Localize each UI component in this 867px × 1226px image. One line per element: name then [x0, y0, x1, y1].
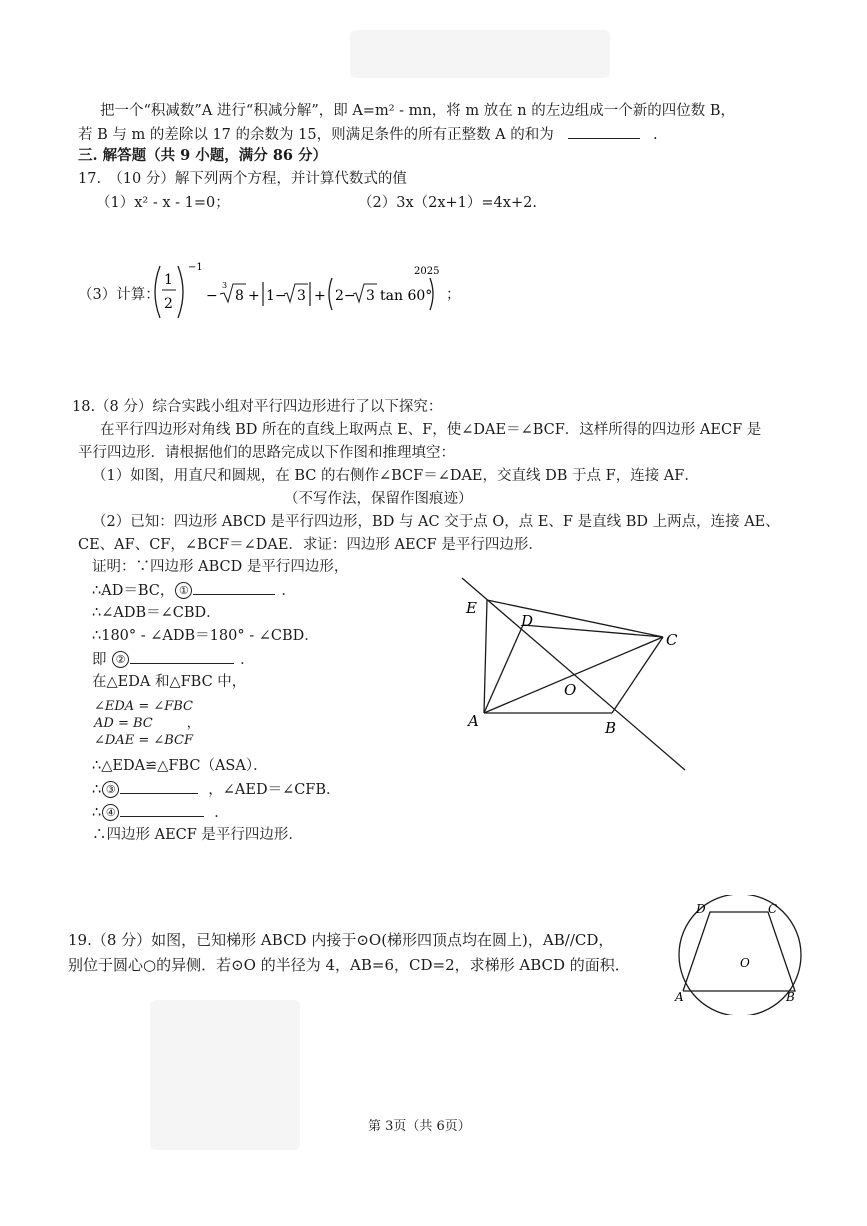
circled-2: ② [112, 651, 129, 668]
svg-text:+: + [248, 288, 260, 304]
proof-line-3: ∴180° - ∠ADB＝180° - ∠CBD． [92, 628, 319, 644]
label-e: E [466, 599, 477, 617]
scan-smudge [150, 1000, 300, 1150]
svg-text:+: + [314, 288, 326, 304]
proof-text: 即 [92, 652, 107, 668]
exponent-neg-one: −1 [188, 262, 203, 273]
proof-line-12 [92, 802, 229, 823]
circled-1: ① [175, 582, 192, 599]
prev-problem-line-2 [78, 124, 658, 145]
answer-blank[interactable] [568, 124, 640, 139]
cube-root-index: 3 [222, 281, 228, 290]
q18-part2-b: CE、AF、CF，∠BCF＝∠DAE．求证：四边形 AECF 是平行四边形． [78, 537, 543, 553]
q19-line-1: 19.（8 分）如图，已知梯形 ABCD 内接于⊙O(梯形四顶点均在圆上)，AB//CD， [68, 931, 614, 949]
proof-blank-3[interactable] [120, 779, 198, 794]
label-a: A [468, 712, 479, 730]
period: ． [214, 805, 229, 821]
proof-blank-1[interactable] [193, 580, 275, 595]
label-o: O [740, 956, 750, 970]
exponent-2025: 2025 [414, 266, 440, 277]
cube-root-radicand: 8 [235, 288, 244, 304]
proof-line-9: ∴△EDA≌△FBC（ASA）． [92, 758, 268, 774]
label-d: D [696, 902, 706, 916]
q17-header: 17. （10 分）解下列两个方程，并计算代数式的值 [78, 171, 407, 187]
proof-blank-2[interactable] [130, 649, 234, 664]
period: ． [281, 583, 296, 599]
comma: ， [186, 716, 200, 731]
proof-line-13: ∴四边形 AECF 是平行四边形． [92, 827, 303, 843]
label-o: O [564, 681, 577, 699]
proof-line-4 [92, 649, 255, 670]
label-b: B [786, 990, 795, 1004]
q17-part2: （2）3x（2x+1）=4x+2. [358, 195, 537, 211]
label-a: A [675, 990, 684, 1004]
q18-part1-note: （不写作法，保留作图痕迹） [284, 491, 473, 507]
svg-text:−: − [206, 288, 218, 304]
trapezoid-circle-figure [670, 895, 810, 1015]
sqrt-radicand: 3 [297, 288, 306, 304]
section-title: 三. 解答题（共 9 小题，满分 86 分） [78, 147, 328, 164]
label-c: C [666, 631, 678, 649]
prev-problem-text: 若 B 与 m 的差除以 17 的余数为 15，则满足条件的所有正整数 A 的和为 [78, 127, 554, 143]
proof-text: ∴AD＝BC， [92, 583, 175, 599]
tan-term: tan 60° [380, 288, 433, 304]
proof-line-1 [92, 580, 296, 601]
proof-line-2: ∴∠ADB＝∠CBD． [92, 605, 221, 621]
frac-denominator: 2 [164, 296, 173, 312]
frac-numerator: 1 [164, 272, 173, 288]
period: ． [240, 652, 255, 668]
proof-line-5: 在△EDA 和△FBC 中， [92, 674, 247, 690]
proof-text: ，∠AED＝∠CFB． [208, 782, 341, 798]
proof-line-0: 证明：∵四边形 ABCD 是平行四边形， [92, 559, 349, 575]
q18-intro-2: 平行四边形．请根据他们的思路完成以下作图和推理填空： [78, 445, 455, 461]
proof-text: AD = BC [94, 716, 153, 731]
q17-part3-semicolon: ； [446, 287, 461, 303]
proof-text: ∴ [92, 805, 102, 821]
proof-text: ∴ [92, 782, 102, 798]
q18-part2-a: （2）已知：四边形 ABCD 是平行四边形，BD 与 AC 交于点 O，点 E、F 是直线 BD 上两点，连接 AE、 [92, 514, 780, 530]
proof-blank-4[interactable] [120, 802, 204, 817]
period: . [652, 127, 658, 143]
circled-4: ④ [102, 804, 119, 821]
proof-line-10 [92, 779, 341, 800]
paren-lead: 2− [335, 288, 356, 304]
q17-part3-expression [148, 260, 448, 324]
label-b: B [605, 719, 617, 737]
q18-header: 18.（8 分）综合实践小组对平行四边形进行了以下探究： [72, 399, 443, 415]
sqrt-radicand-2: 3 [366, 288, 375, 304]
label-d: D [521, 612, 534, 630]
q17-part3-label: （3）计算： [78, 287, 160, 303]
scan-smudge [350, 30, 610, 78]
circled-3: ③ [102, 781, 119, 798]
q18-intro-1: 在平行四边形对角线 BD 所在的直线上取两点 E、F，使∠DAE＝∠BCF．这样所得的四边形 AECF 是 [100, 422, 762, 438]
parallelogram-figure [455, 570, 695, 780]
q18-part1: （1）如图，用直尺和圆规，在 BC 的右侧作∠BCF＝∠DAE，交直线 DB 于点 F，连接 AF． [92, 468, 699, 484]
q17-part1: （1）x² - x - 1=0； [96, 195, 230, 211]
label-c: C [768, 902, 778, 916]
proof-cond-1: ∠EDA = ∠FBC [94, 699, 194, 714]
prev-problem-line-1: 把一个“积减数”A 进行“积减分解”，即 A=m² - mn，将 m 放在 n 的左边组成一个新的四位数 B， [100, 103, 736, 119]
q19-line-2: 别位于圆心○的异侧．若⊙O 的半径为 4，AB=6，CD=2，求梯形 ABCD 的面积． [68, 956, 630, 974]
page-footer: 第 3页（共 6页） [368, 1119, 471, 1134]
abs-value-body: 1− [266, 288, 287, 304]
proof-cond-3: ∠DAE = ∠BCF [94, 733, 194, 748]
